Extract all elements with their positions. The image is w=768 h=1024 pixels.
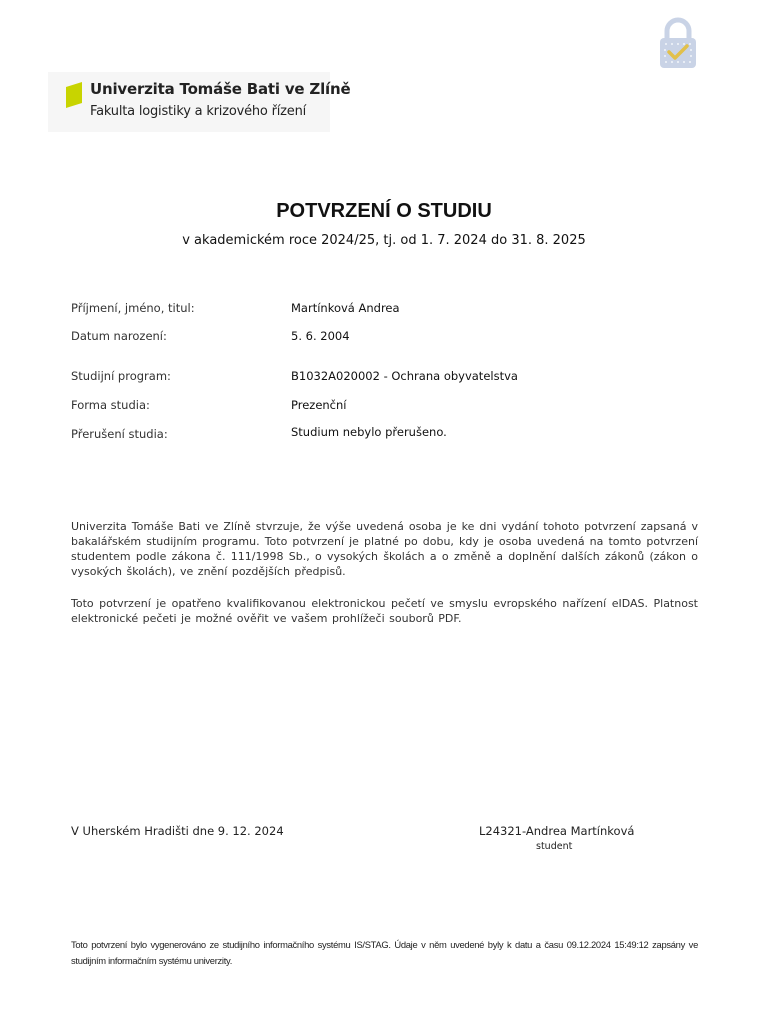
student-id-name: L24321-Andrea Martínková [479, 824, 635, 838]
university-name: Univerzita Tomáše Bati ve Zlíně [90, 80, 351, 98]
university-logo [48, 72, 351, 132]
student-role: student [536, 841, 573, 852]
university-logo-icon [66, 82, 84, 108]
name-value: Martínková Andrea [291, 301, 400, 315]
document-title: POTVRZENÍ O STUDIU [276, 200, 492, 222]
study-form-label: Forma studia: [71, 398, 150, 412]
study-program-value: B1032A020002 - Ochrana obyvatelstva [291, 369, 518, 383]
lock-check-icon [658, 16, 698, 70]
place-and-date: V Uherském Hradišti dne 9. 12. 2024 [71, 824, 284, 838]
study-form-value: Prezenční [291, 398, 347, 412]
confirmation-paragraph: Univerzita Tomáše Bati ve Zlíně stvrzuje, že výše uvedená osoba je ke dni vydání tohoto potvrzení zapsaná v bakalářském studijním programu. Toto potvrzení je platné po dobu, kdy je osoba uvedená na tomto potvrzení studentem podle zákona č. 111/1998 Sb., o vysokých školách a o změně a doplnění dalších zákonů (zákon o vysokých školách), ve znění pozdějších předpisů. [71, 520, 698, 578]
birth-date-label: Datum narození: [71, 329, 167, 343]
document-subtitle: v akademickém roce 2024/25, tj. od 1. 7. 2024 do 31. 8. 2025 [182, 233, 586, 248]
study-interruption-label: Přerušení studia: [71, 427, 168, 441]
eidas-seal-paragraph: Toto potvrzení je opatřeno kvalifikovanou elektronickou pečetí ve smyslu evropského nařízení eIDAS. Platnost elektronické pečeti je možné ověřit ve vašem prohlížeči souborů PDF. [71, 597, 698, 625]
study-program-label: Studijní program: [71, 369, 171, 383]
name-label: Příjmení, jméno, titul: [71, 301, 195, 315]
faculty-name: Fakulta logistiky a krizového řízení [90, 104, 307, 119]
birth-date-value: 5. 6. 2004 [291, 329, 350, 343]
study-interruption-value: Studium nebylo přerušeno. [291, 425, 447, 439]
footer-note: Toto potvrzení bylo vygenerováno ze studijního informačního systému IS/STAG. Údaje v něm uvedené byly k datu a času 09.12.2024 15:49:12 zapsány ve studijním informačním systému univerzity. [71, 939, 698, 966]
